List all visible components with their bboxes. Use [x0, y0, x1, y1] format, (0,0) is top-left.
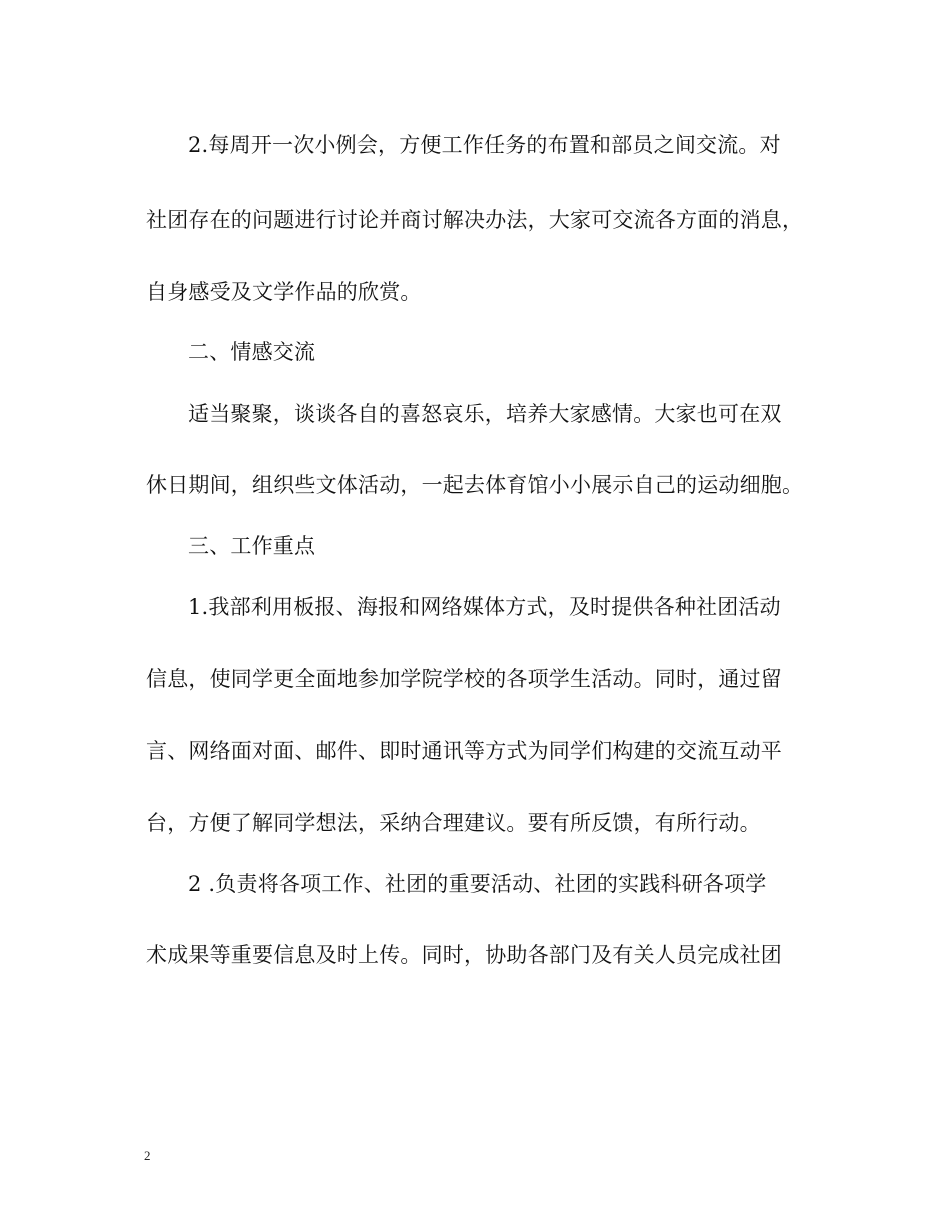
paragraph-line-1: 2.每周开一次小例会，方便工作任务的布置和部员之间交流。对 — [188, 133, 781, 157]
paragraph-line-3: 自身感受及文学作品的欣赏。 — [146, 280, 422, 304]
paragraph-line-8: 1.我部利用板报、海报和网络媒体方式，及时提供各种社团活动 — [188, 595, 781, 619]
section-heading-emotional-exchange: 二、情感交流 — [188, 340, 316, 364]
section-heading-work-focus: 三、工作重点 — [188, 534, 316, 558]
paragraph-line-2: 社团存在的问题进行讨论并商讨解决办法，大家可交流各方面的消息， — [146, 208, 804, 232]
paragraph-line-5: 适当聚聚，谈谈各自的喜怒哀乐，培养大家感情。大家也可在双 — [188, 402, 782, 426]
paragraph-line-10: 言、网络面对面、邮件、即时通讯等方式为同学们构建的交流互动平 — [146, 739, 782, 763]
paragraph-line-9: 信息，使同学更全面地参加学院学校的各项学生活动。同时，通过留 — [146, 667, 782, 691]
page-number: 2 — [144, 1148, 151, 1163]
paragraph-line-13: 术成果等重要信息及时上传。同时，协助各部门及有关人员完成社团 — [146, 943, 782, 967]
paragraph-line-11: 台，方便了解同学想法，采纳合理建议。要有所反馈，有所行动。 — [146, 811, 761, 835]
paragraph-line-6: 休日期间，组织些文体活动，一起去体育馆小小展示自己的运动细胞。 — [146, 473, 804, 497]
paragraph-line-12: 2 .负责将各项工作、社团的重要活动、社团的实践科研各项学 — [188, 872, 767, 896]
